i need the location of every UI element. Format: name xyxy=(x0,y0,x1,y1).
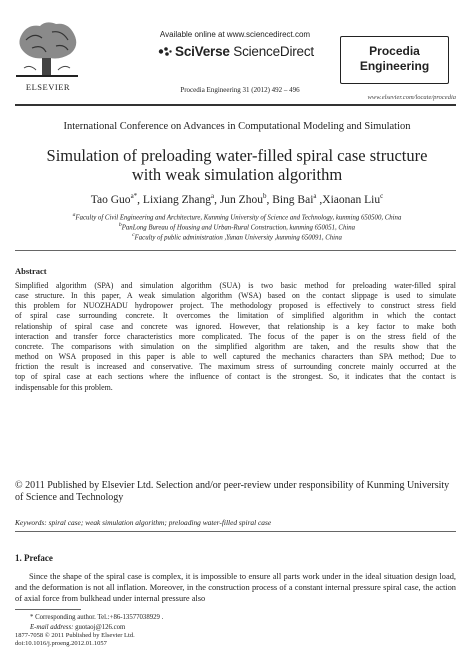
sciencedirect-icon xyxy=(158,46,172,57)
journal-name-line-1: Procedia xyxy=(369,44,420,58)
abstract-line: indispensable for this problem. xyxy=(15,382,113,392)
elsevier-tree-logo xyxy=(12,18,82,80)
abstract-heading: Abstract xyxy=(15,266,47,276)
abstract-line: this problem for NUOZHADU hydropower project. The methodology proposed is effectively to construct stress field xyxy=(15,301,456,311)
author-name: Lixiang Zhang xyxy=(142,193,211,206)
abstract-line: interaction and transfer force characteristics more complicated. The focus of the paper is on the stress field of the xyxy=(15,331,456,341)
copyright-notice: © 2011 Published by Elsevier Ltd. Selection and/or peer-review under responsibility of Kunming University of Science and Technology xyxy=(15,480,450,503)
abstract-body xyxy=(15,281,456,393)
abstract-line: method on WSA proposed in this paper is able to well captured the mechanics characters than SPA method; Due to xyxy=(15,352,456,362)
sciverse-label: SciVerse xyxy=(175,44,230,59)
abstract-line: of spiral case surrounding concrete. It overcomes the limitation of simplified algorithm in which the contact xyxy=(15,311,456,321)
preface-paragraph: Since the shape of the spiral case is complex, it is impossible to ensure all parts work under in the ideal situation design load, and the deformation is not all inflation. Moreover, in the construction process of a constant internal pressure spiral case, the action of axial force from bulkhead under internal pressure also xyxy=(15,572,456,604)
abstract-line: relationship of spiral case and concrete was ignored. However, that relationship is a key factor to make both xyxy=(15,321,456,331)
paper-title: Simulation of preloading water-filled spiral case structure with weak simulation algorithm xyxy=(46,146,428,184)
author-name: Xiaonan Liu xyxy=(322,193,381,206)
author-affiliation-mark: b xyxy=(262,192,267,200)
keywords-label: Keywords: xyxy=(15,518,47,527)
author-name: Jun Zhou xyxy=(219,193,263,206)
conference-name: International Conference on Advances in Computational Modeling and Simulation xyxy=(63,121,411,132)
author-name: Tao Guo xyxy=(90,193,131,206)
issn-doi-block xyxy=(15,632,135,648)
keywords-text: spiral case; weak simulation algorithm; preloading water-filled spiral case xyxy=(48,518,272,527)
keywords-line xyxy=(15,518,456,527)
abstract-top-divider xyxy=(15,250,456,251)
abstract-line: concrete. The comparisons with simulation on the simplified algorithm are taken, and the results show that the xyxy=(15,341,456,351)
available-online-text: Available online at www.sciencedirect.com xyxy=(159,30,311,39)
author-affiliation-mark: a xyxy=(210,192,215,200)
journal-name-line-2: Engineering xyxy=(359,59,430,73)
author-affiliation-mark: c xyxy=(380,192,384,200)
header-divider xyxy=(15,104,456,106)
section-heading-preface: 1. Preface xyxy=(15,553,53,563)
abstract-bottom-divider xyxy=(15,531,456,532)
abstract-line: top of spiral case at each sections where the influence of contact is the strongest. So, it indicates that the contact is xyxy=(15,372,456,382)
abstract-line: case structure. In this paper, A weak simulation algorithm (WSA) based on the contact slippage is used to simulate xyxy=(15,291,456,301)
footnote-divider xyxy=(15,609,81,610)
issn-line: 1877-7058 © 2011 Published by Elsevier Ltd. xyxy=(15,632,135,639)
footnote-corresponding-author: * Corresponding author. Tel.:+86-13577038929 . xyxy=(30,614,164,621)
abstract-line: Simplified algorithm (SPA) and simulation algorithm (SUA) is two basic method for preloading water-filled spiral xyxy=(15,281,456,290)
email-address: guotaoj@126.com xyxy=(75,624,126,631)
sciverse-sciencedirect-logo xyxy=(118,44,354,59)
affiliation-b: $^b$PanLong Bureau of Housing and Urban-Rural Construction, kunming 650051, China xyxy=(118,222,356,232)
journal-name-box xyxy=(340,36,449,84)
journal-url: www.elsevier.com/locate/procedia xyxy=(367,94,456,101)
journal-reference: Procedia Engineering 31 (2012) 492 – 496 xyxy=(180,86,300,94)
author-list: Tao Guo$^{a*}$, Lixiang Zhang$^a$, Jun Zhou$^b$, Bing Bai$^a$ ,Xiaonan Liu$^c$ xyxy=(90,192,384,206)
sciencedirect-label: ScienceDirect xyxy=(233,44,314,59)
footnote-email: E-mail address: guotaoj@126.com xyxy=(30,624,126,631)
author-affiliation-mark: a xyxy=(313,192,317,200)
publisher-name: ELSEVIER xyxy=(25,82,71,92)
author-name: Bing Bai xyxy=(272,193,314,206)
abstract-line: friction the result is increased and conservative. The maximum stress of surrounding concrete mainly occurred at the xyxy=(15,362,456,372)
author-affiliation-mark: a* xyxy=(130,192,138,200)
doi-line: doi:10.1016/j.proeng.2012.01.1057 xyxy=(15,640,107,647)
affiliation-a: $^a$Faculty of Civil Engineering and Architecture, Kunming University of Science and Technology, kunming 650500, China xyxy=(72,212,402,222)
affiliation-c: $^c$Faculty of public administration ,Yunan University ,kunming 650091, China xyxy=(132,232,342,242)
